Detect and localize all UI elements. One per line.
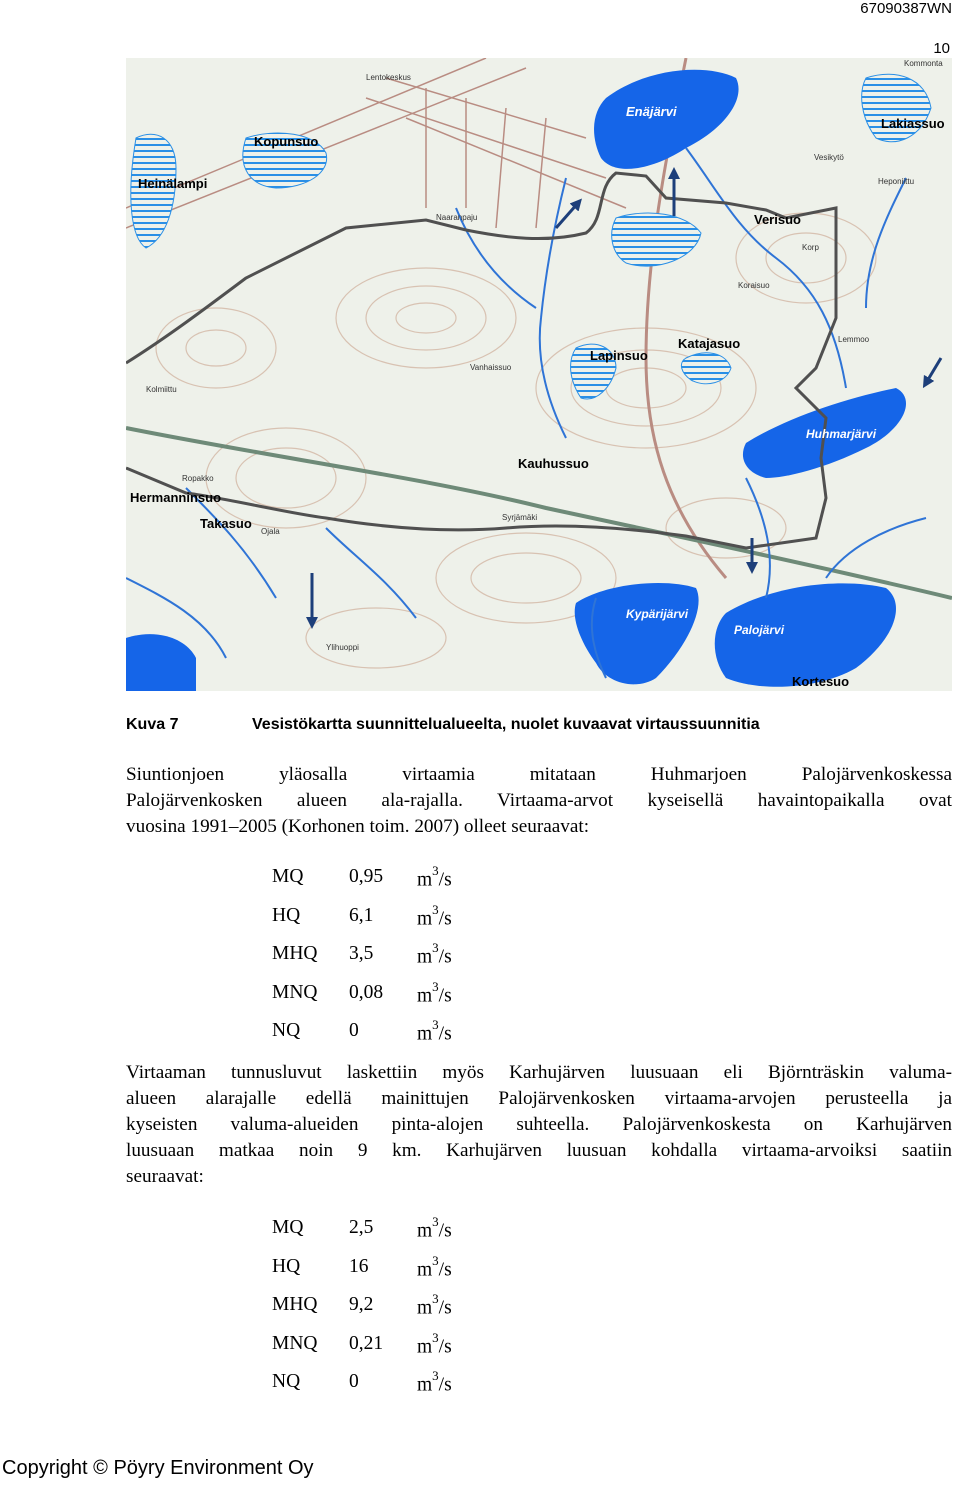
paragraph-line: vuosina 1991–2005 (Korhonen toim. 2007) olleet seuraavat: — [126, 816, 590, 837]
label-kommonta: Kommonta — [904, 59, 943, 68]
label-takasuo: Takasuo — [200, 516, 252, 531]
label-verisuo: Verisuo — [754, 212, 801, 227]
label-huhmarjarvi: Huhmarjärvi — [806, 427, 877, 441]
flow-metric: MQ — [272, 866, 304, 887]
figure-label: Kuva 7 — [126, 716, 179, 733]
label-heinalampi: Heinälampi — [138, 176, 208, 191]
label-ropakko: Ropakko — [182, 474, 214, 483]
label-naaranpaju: Naaranpaju — [436, 213, 478, 222]
label-kortesuo: Kortesuo — [792, 674, 850, 689]
paragraph-line: Siuntionjoen yläosalla virtaamia mitataan Huhmarjoen Palojärvenkoskessa — [126, 764, 952, 785]
flow-unit: $m^3/s$ — [417, 901, 452, 930]
label-katajasuo: Katajasuo — [678, 336, 741, 351]
label-ylihuoppi: Ylihuoppi — [326, 643, 359, 652]
flow-unit: $m^3/s$ — [417, 940, 452, 968]
label-lakiassuo: Lakiassuo — [881, 116, 945, 131]
document-id: 67090387WN — [860, 0, 952, 17]
flow-metric: HQ — [272, 1255, 301, 1277]
label-kauhussuo: Kauhussuo — [518, 456, 589, 471]
paragraph-line: luusuaan matkaa noin 9 km. Karhujärven luusuan kohdalla virtaama-arvoiksi saatiin — [126, 1140, 952, 1161]
footer-copyright: Copyright © Pöyry Environment Oy — [2, 1457, 314, 1479]
watershed-map — [126, 58, 952, 691]
flow-value: 0,95 — [349, 866, 384, 887]
flow-unit: $m^3/s$ — [417, 1368, 452, 1396]
flow-value: 3,5 — [349, 943, 374, 965]
label-koraisuo: Koraisuo — [738, 281, 770, 290]
flow-unit: $m^3/s$ — [417, 1291, 452, 1319]
flow-unit: $m^3/s$ — [417, 1214, 452, 1242]
label-lemmoo: Lemmoo — [838, 335, 870, 344]
paragraph-line: alueen alarajalle edellä mainittujen Palojärvenkosken virtaama-arvojen perusteella ja — [126, 1088, 952, 1109]
flow-metric: NQ — [272, 1020, 301, 1042]
flow-unit: $m^3/s$ — [417, 1252, 452, 1281]
label-lentokeskus: Lentokeskus — [366, 73, 411, 82]
paragraph-line: Virtaaman tunnusluvut laskettiin myös Karhujärven luusuaan eli Björnträskin valuma- — [126, 1062, 952, 1083]
flow-value: 0,21 — [349, 1332, 384, 1354]
label-kopunsuo: Kopunsuo — [254, 134, 319, 149]
page-number: 10 — [933, 40, 950, 57]
flow-metric: MHQ — [272, 1294, 318, 1316]
label-ojala: Ojala — [261, 527, 280, 536]
label-heponiittu: Heponiittu — [878, 177, 915, 186]
label-vesikyto: Vesikytö — [814, 153, 844, 162]
flow-value: 0 — [349, 1371, 359, 1393]
flow-metric: NQ — [272, 1371, 301, 1393]
paragraph-1 — [126, 762, 952, 840]
paragraph-line: kyseisten valuma-alueiden pinta-alojen suhteella. Palojärvenkoskesta on Karhujärven — [126, 1114, 952, 1135]
flow-metric: HQ — [272, 904, 301, 926]
flow-value: 6,1 — [349, 904, 374, 926]
paragraph-line: seuraavat: — [126, 1166, 204, 1187]
label-hermanninsuo: Hermanninsuo — [130, 490, 222, 505]
flow-value: 2,5 — [349, 1217, 374, 1238]
label-lapinsuo: Lapinsuo — [590, 348, 648, 363]
flow-metric: MNQ — [272, 981, 318, 1003]
label-syrjamaki: Syrjämäki — [502, 513, 538, 522]
flow-metric: MHQ — [272, 943, 318, 965]
paragraph-line: Palojärvenkosken alueen ala-rajalla. Virtaama-arvot kyseisellä havaintopaikalla ovat — [126, 790, 952, 811]
flow-metric: MQ — [272, 1217, 304, 1238]
flow-value: 16 — [349, 1255, 369, 1277]
figure-caption: Vesistökartta suunnittelualueelta, nuolet kuvaavat virtaussuunnitia — [252, 716, 760, 733]
label-kyparjarvi: Kypärijärvi — [626, 607, 689, 621]
flow-unit: $m^3/s$ — [417, 978, 452, 1007]
flow-metric: MNQ — [272, 1332, 318, 1354]
label-korp: Korp — [802, 243, 819, 252]
flow-value: 9,2 — [349, 1294, 374, 1316]
label-palojarvi: Palojärvi — [734, 623, 785, 637]
label-kolmiittu: Kolmiittu — [146, 385, 177, 394]
flow-unit: $m^3/s$ — [417, 1329, 452, 1358]
label-enajarvi: Enäjärvi — [626, 104, 677, 119]
flow-value: 0,08 — [349, 981, 384, 1003]
flow-unit: $m^3/s$ — [417, 863, 452, 891]
flow-unit: $m^3/s$ — [417, 1017, 452, 1045]
label-vanhaissuo: Vanhaissuo — [470, 363, 512, 372]
flow-value: 0 — [349, 1020, 359, 1042]
paragraph-2 — [126, 1060, 952, 1190]
